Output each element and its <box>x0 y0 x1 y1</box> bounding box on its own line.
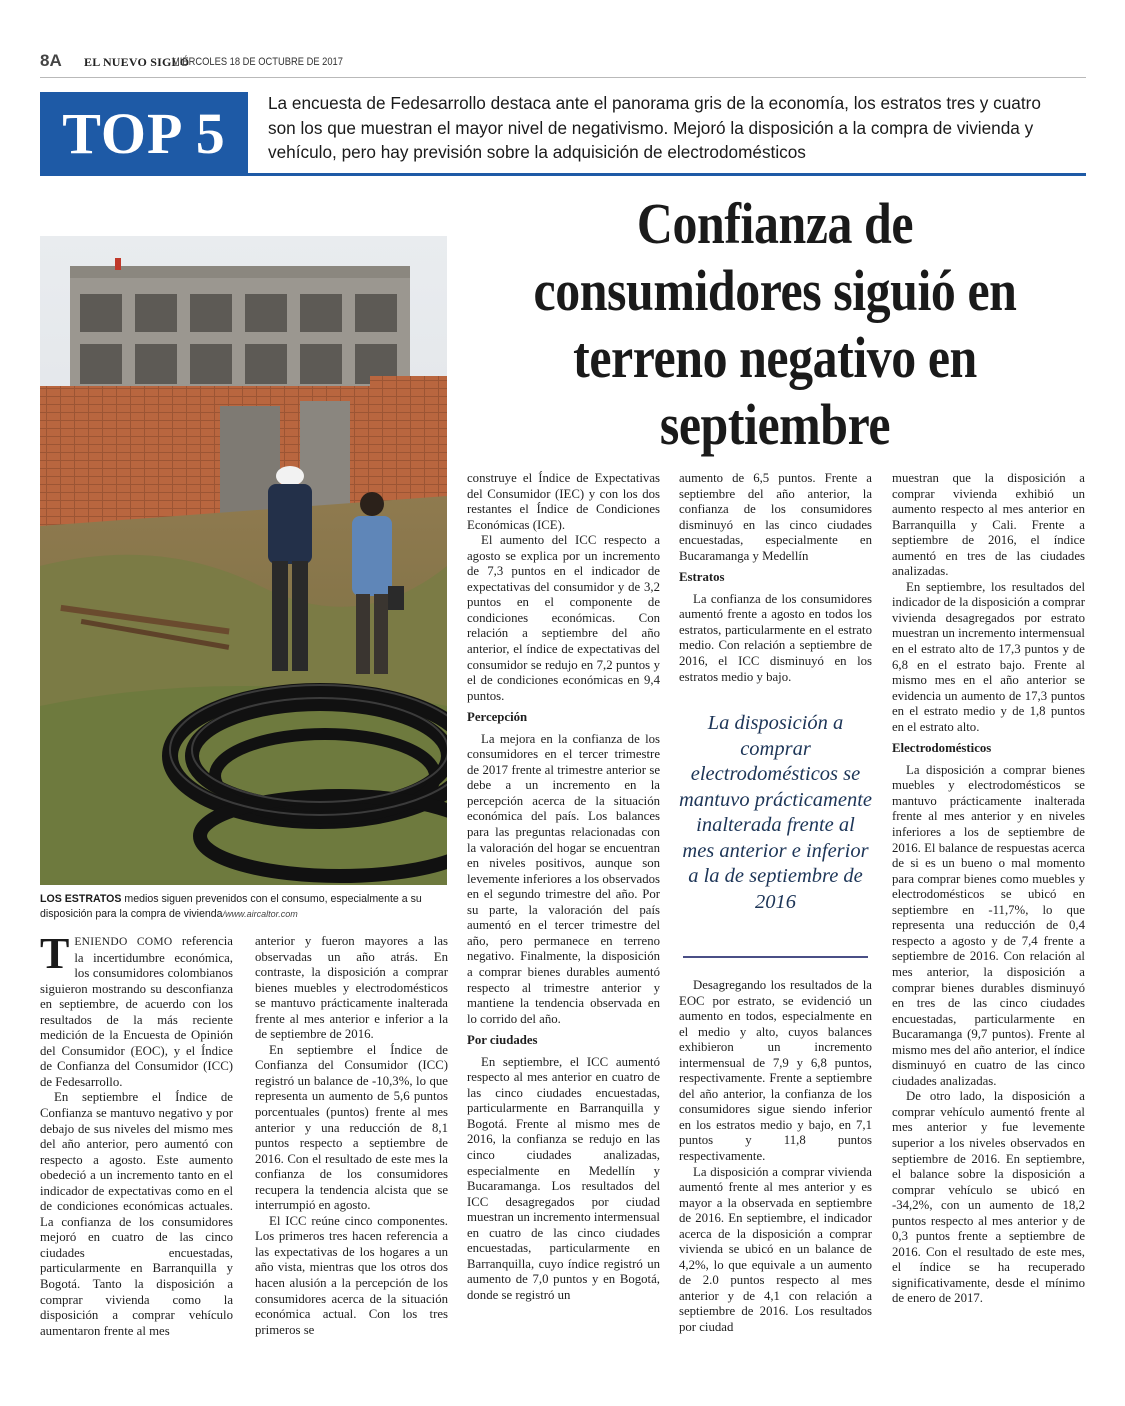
subhead-percepcion: Percepción <box>467 710 528 725</box>
article-paragraph: De otro lado, la disposición a comprar vehículo aumentó frente al mes anterior y fue levemente superior a los niveles observados en septiembre de 2016. En septiembre, el balance sobre la disposición a comprar vehículo se ubicó en -34,2%, con un aumento de 18,2 puntos respecto al mes anterior y de 0,3 puntos frente a septiembre de 2016. Con el resultado de este mes, el índice se ha recuperado significativamente, desde el mínimo de enero de 2017. <box>892 1089 1085 1306</box>
newspaper-name: EL NUEVO SIGLO <box>84 55 190 69</box>
caption-lead: LOS ESTRATOS <box>40 893 122 905</box>
section-deck: La encuesta de Fedesarrollo destaca ante el panorama gris de la economía, los estratos tres y cuatro son los que muestran el mayor nivel de negativismo. Mejoró la disposición a la compra de vivienda y vehículo, pero hay previsión sobre la adquisición de electrodomésticos <box>268 93 1041 162</box>
article-paragraph: La disposición a comprar bienes muebles y electrodomésticos se mantuvo prácticamente inalterada frente al mes anterior y en niveles inferiores a los de septiembre de 2016. El balance de respuestas acerca de si es un bueno o mal momento para comprar bienes como muebles y electrodomésticos se ubicó en septiembre en -11,7%, lo que representa una reducción de 0,4 respecto a agosto y de 7,4 frente a septiembre de 2016. Con relación al mes anterior, la disposición a comprar bienes durables disminuyó en tres de las cinco ciudades encuestadas, particularmente en Bucaramanga (9,7 puntos). Frente al mismo mes del año anterior, el índice disminuyó en cuatro de las cinco ciudades analizadas. <box>892 762 1085 1088</box>
issue-date: MIÉRCOLES 18 DE OCTUBRE DE 2017 <box>172 56 343 68</box>
pull-quote-rule <box>683 956 868 958</box>
section-rule <box>248 173 1086 176</box>
article-paragraph: aumento de 6,5 puntos. Frente a septiembre del año anterior, la confianza de los consumidores disminuyó en las cinco ciudades encuestadas, especialmente en Bucaramanga y Medellín <box>679 471 872 563</box>
article-paragraph: La confianza de los consumidores aumentó frente a agosto en todos los estratos, particularmente en el estrato medio. Con relación a septiembre de 2016, el ICC disminuyó en los estratos medio y bajo. <box>679 591 872 684</box>
subhead-estratos: Estratos <box>679 570 725 585</box>
header-divider <box>40 77 1086 78</box>
article-paragraph: En septiembre, el ICC aumentó respecto al mes anterior en cuatro de las cinco ciudades encuestadas, particularmente en Barranquilla y Bogotá. Frente al mismo mes de 2016, la confianza se redujo en las cinco ciudades analizadas, especialmente en Medellín y Bucaramanga. Los resultados del ICC desagregados por ciudad muestran un incremento intermensual en cuatro de las cinco ciudades encuestadas, particularmente en Barranquilla, cuyo índice registró un aumento de 7,0 puntos y en Bogotá, donde se registró un <box>467 1054 660 1302</box>
article-paragraph: En septiembre el Índice de Confianza del Consumidor (ICC) registró un balance de -10,3%, lo que representa un aumento de 5,6 puntos porcentuales (puntos) frente al mes anterior y una reducción de 8,1 puntos respecto a septiembre de 2016. Con el resultado de este mes la confianza de los consumidores recupera la tendencia alcista que se interrumpió en agosto. <box>255 1042 448 1213</box>
article-column-4-continued <box>679 978 872 1336</box>
subhead-electrodomesticos: Electrodomésticos <box>892 741 992 756</box>
pull-quote: La disposición a comprar electrodomésticos se mantuvo prácticamente inalterada frente al mes anterior e inferior a la de septiembre de 2016 <box>679 712 872 913</box>
photo-caption <box>40 892 447 921</box>
caption-text: medios siguen prevenidos con el consumo, especialmente a su disposición para la compra de vivienda <box>40 893 422 920</box>
article-photo <box>40 236 447 885</box>
photo-credit: /www.aircaltor.com <box>222 908 298 919</box>
article-paragraph: La mejora en la confianza de los consumidores en el tercer trimestre de 2017 frente al trimestre anterior se debe a un incremento en la percepción acerca de la situación económica del país. Los balances para las preguntas relacionadas con la valoración del hogar se encuentran en niveles positivos, aunque son levemente inferiores a los observados en el segundo trimestre del año. Por su parte, la valoración del país aumentó en el tercer trimestre del año, pero permanece en terreno negativo. Finalmente, la disposición a comprar bienes durables aumentó respecto al trimestre anterior y mantiene la tendencia observada en lo corrido del año. <box>467 731 660 1026</box>
article-column-3 <box>467 471 660 1303</box>
section-label: TOP 5 <box>62 101 226 166</box>
article-column-4 <box>679 471 872 685</box>
article-paragraph: En septiembre, los resultados del indicador de la disposición a comprar vivienda desagregados por estrato muestran un incremento intermensual en el estrato alto de 17,3 puntos y de 6,8 en el estrato bajo. Frente al mismo mes en el año anterior se evidencia un aumento de 17,3 puntos en el estrato medio y de 1,8 puntos en el estrato alto. <box>892 579 1085 734</box>
article-paragraph: El aumento del ICC respecto a agosto se explica por un incremento de 7,3 puntos en el indicador de expectativas del consumidor y de 3,2 puntos en el componente de condiciones económicas. Con relación a septiembre del año anterior, el índice de expectativas del consumidor se redujo en 7,2 puntos y el de condiciones económicas en 9,4 puntos. <box>467 533 660 703</box>
article-paragraph: El ICC reúne cinco componentes. Los primeros tres hacen referencia a las expectativas de los hogares a un año vista, mientras que los otros dos hacen alusión a la percepción de los consumidores acerca de la situación económica actual. Con los tres primeros se <box>255 1213 448 1337</box>
article-paragraph: anterior y fueron mayores a las observadas un año atrás. En contraste, la disposición a comprar bienes muebles y electrodomésticos se mantuvo prácticamente inalterada frente al mes anterior e inferior a la de septiembre de 2016. <box>255 934 448 1042</box>
lead-caps: ENIENDO COMO <box>74 936 173 948</box>
drop-cap: T <box>40 929 70 978</box>
article-paragraph: En septiembre el Índice de Confianza se mantuvo negativo y por debajo de sus niveles del mismo mes del año anterior, pero aumentó con respecto a agosto. Este aumento obedeció a un incremento tanto en el indicador de expectativas como en el de condiciones económicas actuales. La confianza de los consumidores mejoró en cuatro de las cinco ciudades encuestadas, particularmente en Barranquilla y Bogotá. Tanto la disposición a comprar vivienda como la disposición a comprar vehículo aumentaron frente al mes <box>40 1090 233 1338</box>
subhead-ciudades: Por ciudades <box>467 1033 538 1048</box>
headline: Confianza de consumidores siguió en terreno negativo en septiembre <box>533 191 1017 457</box>
article-paragraph: TENIENDO COMO referencia la incertidumbre económica, los consumidores colombianos siguieron mostrando su desconfianza en septiembre, de acuerdo con los resultados de la más reciente medición de la Encuesta de Opinión del Consumidor (EOC), y el Índice de Confianza del Consumidor (ICC) de Fedesarrollo. <box>40 929 233 1089</box>
article-paragraph: muestran que la disposición a comprar vivienda exhibió un aumento respecto al mes anterior en Barranquilla y Cali. Frente a septiembre de 2016, el índice aumentó en tres de las ciudades analizadas. <box>892 471 1085 579</box>
page-number: 8A <box>40 51 62 70</box>
article-paragraph: construye el Índice de Expectativas del Consumidor (IEC) y con los dos restantes el Índice de Condiciones Económicas (ICE). <box>467 471 660 532</box>
article-column-2 <box>255 934 448 1338</box>
article-paragraph: Desagregando los resultados de la EOC por estrato, se evidenció un aumento en todos, especialmente en el medio y alto, cuyos balances exhibieron un incremento intermensual de 7,9 y 6,8 puntos, respectivamente. Frente a septiembre del año anterior, la confianza de los consumidores sigue siendo inferior en los estratos medio y bajo, en 7,1 puntos y 11,8 puntos respectivamente. <box>679 978 872 1164</box>
article-column-1 <box>40 929 233 1339</box>
article-paragraph: La disposición a comprar vivienda aumentó frente al mes anterior y es mayor a la observada en septiembre de 2016. En septiembre, el indicador acerca de la disposición a comprar vivienda se ubicó en un balance de 4,2%, lo que equivale a un aumento de 2.0 puntos respecto al mes anterior y de 4,1 con relación a septiembre de 2016. Los resultados por ciudad <box>679 1164 872 1335</box>
article-column-5 <box>892 471 1085 1307</box>
